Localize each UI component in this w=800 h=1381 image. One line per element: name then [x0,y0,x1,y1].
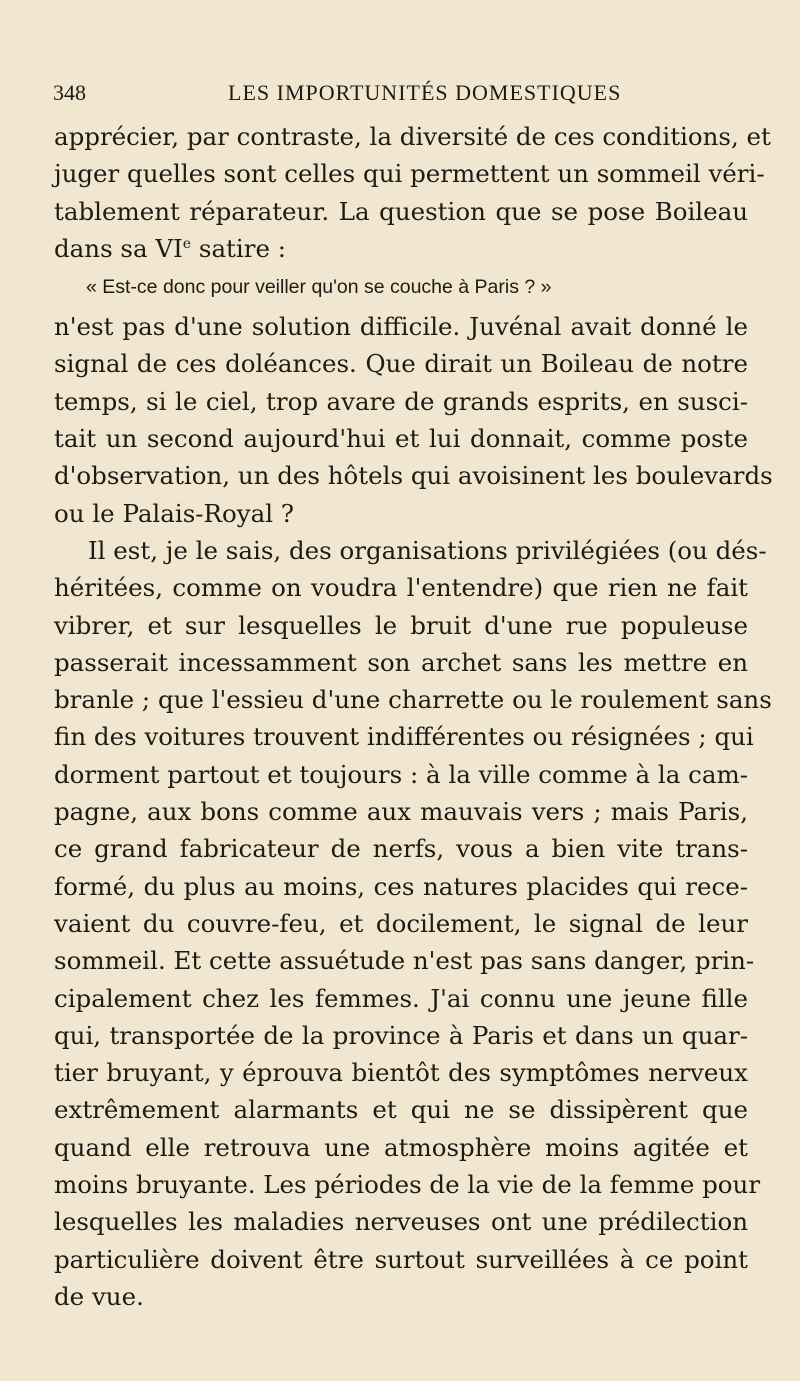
text-line: passerait incessamment son archet sans les mettre en [54,647,748,677]
text-line: quand elle retrouva une atmosphère moins agitée et [54,1132,748,1162]
text-line [54,230,748,267]
verse-quote: « Est-ce donc pour veiller qu'on se couche à Paris ? » [86,276,552,299]
text-line: fin des voitures trouvent indifférentes ou résignées ; qui [54,722,754,752]
text-line: branle ; que l'essieu d'une charrette ou le roulement sans [54,685,772,715]
text-line: particulière doivent être surtout surveillées à ce point [54,1244,748,1274]
text-line: Il est, je le sais, des organisations privilégiées (ou dés- [88,535,767,565]
text-line: d'observation, un des hôtels qui avoisinent les boulevards [54,461,773,491]
text-line: n'est pas d'une solution difficile. Juvénal avait donné le [54,312,748,342]
text-line: temps, si le ciel, trop avare de grands esprits, en susci- [54,386,748,416]
text-line: extrêmement alarmants et qui ne se dissipèrent que [54,1095,748,1125]
page-header [53,80,753,110]
text-line: sommeil. Et cette assuétude n'est pas sans danger, prin- [54,946,755,976]
text-fragment: dans sa VI [54,233,183,263]
text-line: signal de ces doléances. Que dirait un Boileau de notre [54,349,748,379]
text-line: ou le Palais-Royal ? [54,498,294,528]
text-line: dorment partout et toujours : à la ville comme à la cam- [54,759,748,789]
text-line: juger quelles sont celles qui permettent un sommeil véri- [54,159,765,189]
text-line: de vue. [54,1281,144,1311]
text-line: tablement réparateur. La question que se pose Boileau [54,196,748,226]
text-line: tait un second aujourd'hui et lui donnait, comme poste [54,424,748,454]
text-line: héritées, comme on voudra l'entendre) que rien ne fait [54,573,748,603]
running-title: LES IMPORTUNITÉS DOMESTIQUES [228,80,622,105]
text-line: tier bruyant, y éprouva bientôt des symptômes nerveux [54,1058,748,1088]
text-line: vaient du couvre-feu, et docilement, le signal de leur [54,908,748,938]
text-line: vibrer, et sur lesquelles le bruit d'une rue populeuse [54,610,748,640]
text-line: pagne, aux bons comme aux mauvais vers ; mais Paris, [54,797,748,827]
text-fragment: satire : [191,233,286,263]
text-line: qui, transportée de la province à Paris et dans un quar- [54,1020,748,1050]
text-line: lesquelles les maladies nerveuses ont une prédilection [54,1207,748,1237]
body-text [54,118,773,1315]
page-number: 348 [53,80,86,105]
text-line: moins bruyante. Les périodes de la vie de la femme pour [54,1170,761,1200]
text-line: ce grand fabricateur de nerfs, vous a bien vite trans- [54,834,748,864]
superscript: e [182,235,192,252]
text-line: formé, du plus au moins, ces natures placides qui rece- [54,871,748,901]
text-line: cipalement chez les femmes. J'ai connu une jeune fille [54,983,748,1013]
text-line: apprécier, par contraste, la diversité de ces conditions, et [54,122,771,151]
